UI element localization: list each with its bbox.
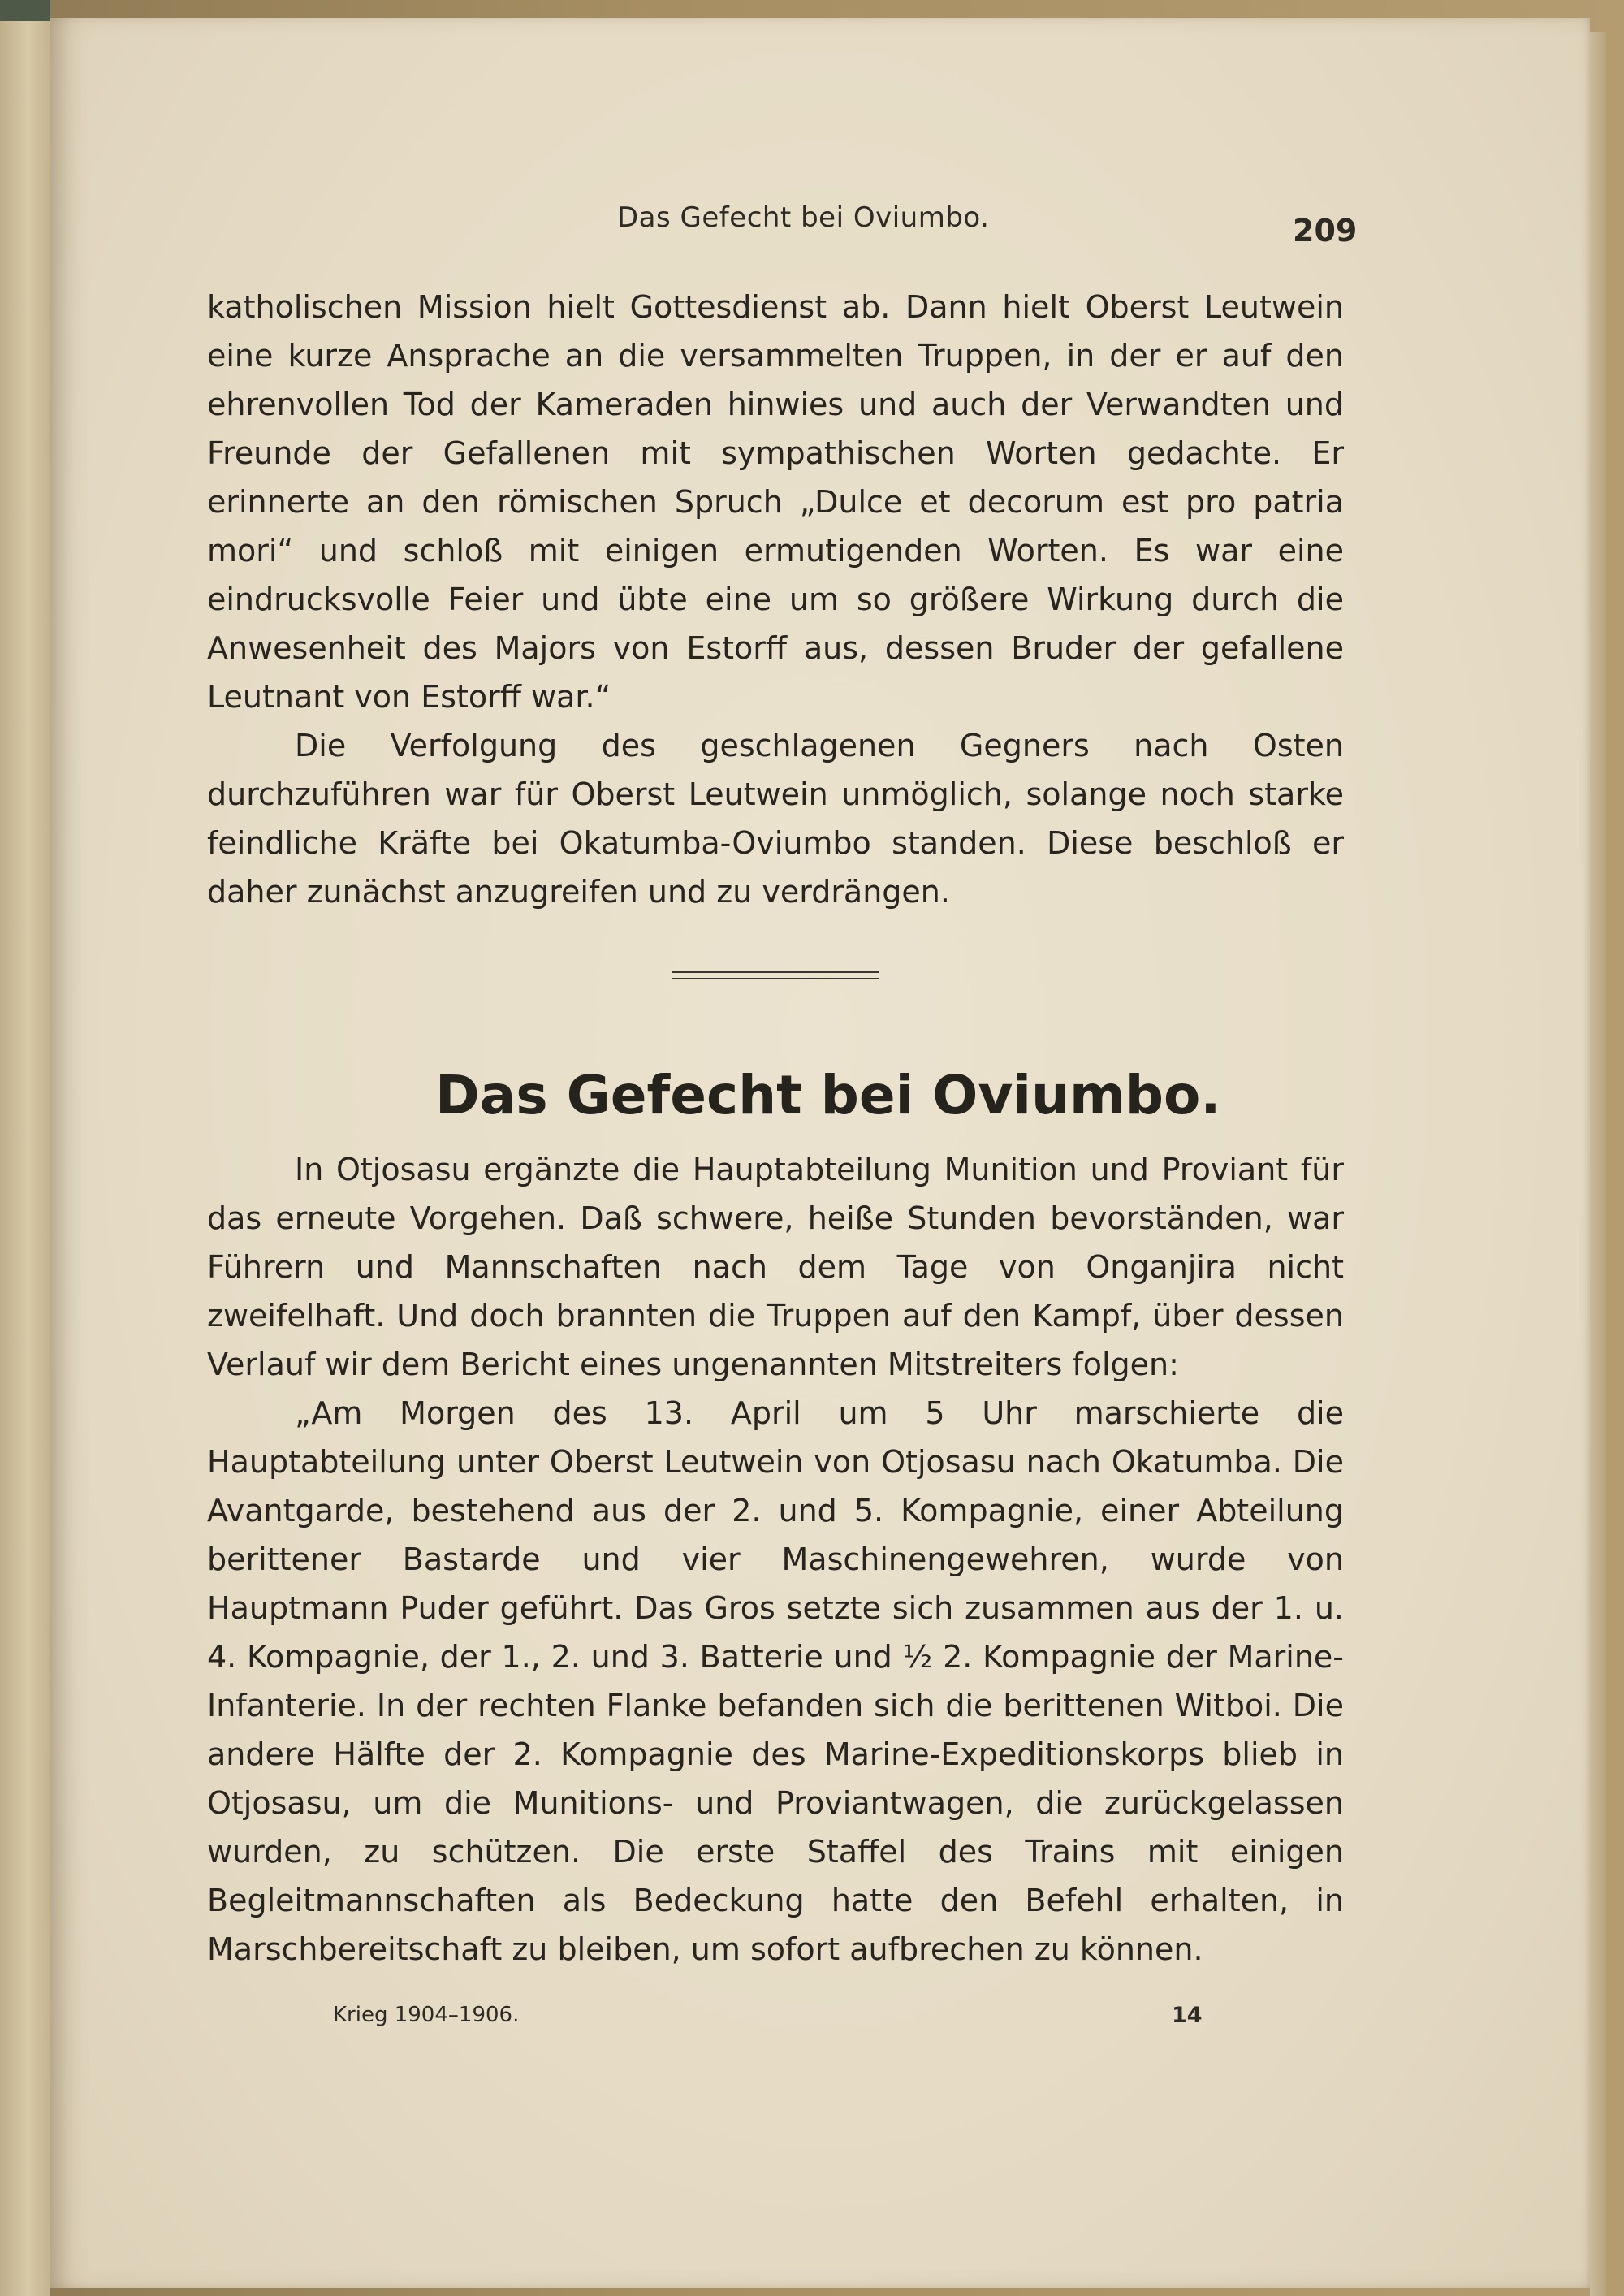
- paragraph: „Am Morgen des 13. April um 5 Uhr marschierte die Hauptabteilung unter Oberst Leutwein von Otjosasu nach Okatumba. Die Avantgarde, bestehend aus der 2. und 5. Kompagnie, einer Abteilung berittener Bastarde und vier Maschinengewehren, wurde von Hauptmann Puder geführt. Das Gros setzte sich zusammen aus der 1. u. 4. Kompagnie, der 1., 2. und 3. Batterie und ½ 2. Kompagnie der Marine-Infanterie. In der rechten Flanke befanden sich die berittenen Witboi. Die andere Hälfte der 2. Kompagnie des Marine-Expeditionskorps blieb in Otjosasu, um die Munitions- und Proviantwagen, die zurückgelassen wurden, zu schützen. Die erste Staffel des Trains mit einigen Begleitmannschaften als Bedeckung hatte den Befehl erhalten, in Marschbereitschaft zu bleiben, um sofort aufbrechen zu können.: [207, 1395, 1344, 1967]
- page-number: 209: [1293, 213, 1358, 249]
- footer-signature: Krieg 1904–1906.: [333, 2003, 520, 2027]
- running-head: Das Gefecht bei Oviumbo.: [617, 201, 990, 234]
- text-before-section: [207, 283, 1344, 916]
- paragraph: In Otjosasu ergänzte die Hauptabteilung Munition und Proviant für das erneute Vorgehen. Daß schwere, heiße Stunden bevorständen, war Führern und Mannschaften nach dem Tage von Onganjira nicht zweifelhaft. Und doch brannten die Truppen auf den Kampf, über dessen Verlauf wir dem Bericht eines ungenannten Mitstreiters folgen:: [207, 1152, 1344, 1382]
- cover-corner: [0, 0, 50, 21]
- paragraph: katholischen Mission hielt Gottesdienst ab. Dann hielt Oberst Leutwein eine kurze Ansprache an die versammelten Truppen, in der er auf den ehrenvollen Tod der Kameraden hinwies und auch der Verwandten und Freunde der Gefallenen mit sympathischen Worten gedachte. Er erinnerte an den römischen Spruch „Dulce et decorum est pro patria mori“ und schloß mit einigen ermutigenden Worten. Es war eine eindrucksvolle Feier und übte eine um so größere Wirkung durch die Anwesenheit des Majors von Estorff aus, dessen Bruder der gefallene Leutnant von Estorff war.“: [207, 289, 1344, 715]
- section-separator: [672, 971, 879, 979]
- text-after-section: [207, 1145, 1344, 1974]
- section-title: Das Gefecht bei Oviumbo.: [435, 1064, 1221, 1126]
- book-cover-edge: [0, 0, 53, 2296]
- paragraph: Die Verfolgung des geschlagenen Gegners nach Osten durchzuführen war für Oberst Leutwein unmöglich, solange noch starke feindliche Kräfte bei Okatumba-Oviumbo standen. Diese beschloß er daher zunächst anzugreifen und zu verdrängen.: [207, 728, 1344, 910]
- page-edge: [1590, 32, 1606, 2296]
- footer-sheet-number: 14: [1172, 2003, 1203, 2028]
